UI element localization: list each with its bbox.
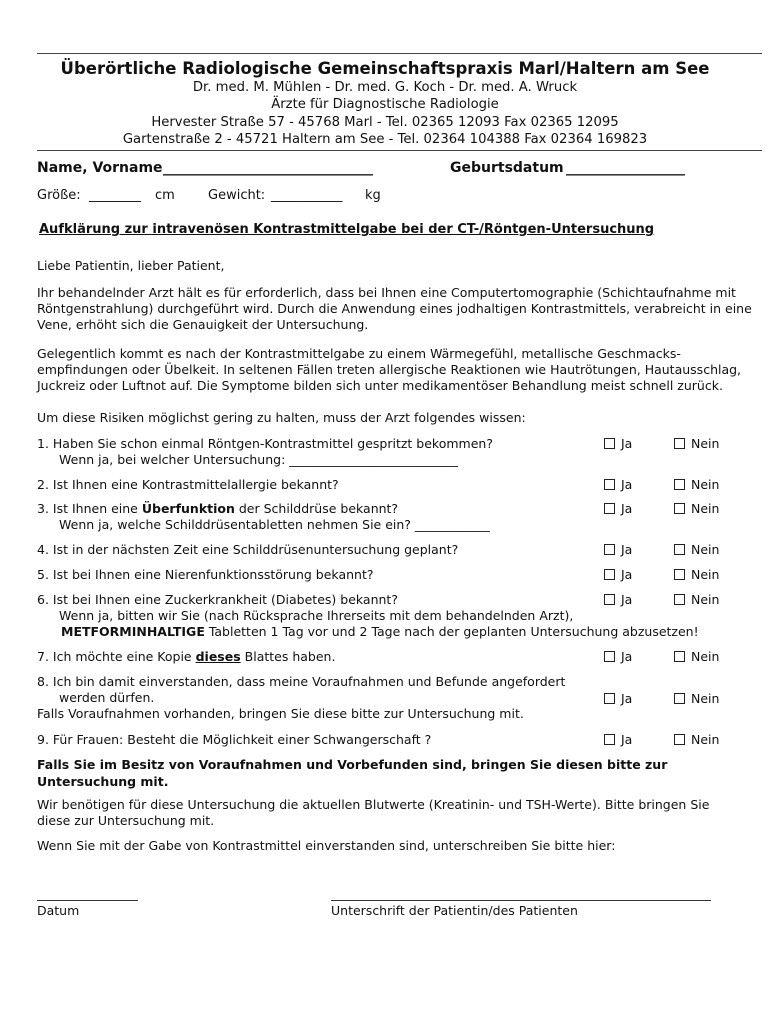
date-label: Datum xyxy=(37,903,80,918)
prior-images-note: Falls Sie im Besitz von Voraufnahmen und Vorbefunden sind, bringen Sie diesen bitte zur Untersuchung mit. xyxy=(37,757,668,789)
question-8-note: Falls Voraufnahmen vorhanden, bringen Sie diese bitte zur Untersuchung mit. xyxy=(37,706,524,721)
checkbox-icon xyxy=(674,479,685,490)
top-rule xyxy=(37,53,762,54)
birthdate-field[interactable]: _________________ xyxy=(566,160,685,176)
q7-no-checkbox[interactable]: Nein xyxy=(674,649,719,665)
checkbox-icon xyxy=(604,569,615,580)
weight-unit: kg xyxy=(365,188,381,203)
q1-yes-checkbox[interactable]: Ja xyxy=(604,436,632,452)
specialty-line: Ärzte für Diagnostische Radiologie xyxy=(271,97,499,112)
q9-yes-checkbox[interactable]: Ja xyxy=(604,732,632,748)
question-6-followup: Wenn ja, bitten wir Sie (nach Rücksprache Ihrerseits mit dem behandelnden Arzt), xyxy=(59,608,574,623)
question-8-cont: werden dürfen. xyxy=(59,690,155,705)
checkbox-icon xyxy=(674,438,685,449)
q3-yes-checkbox[interactable]: Ja xyxy=(604,501,632,517)
checkbox-icon xyxy=(674,544,685,555)
signature-line[interactable] xyxy=(331,900,711,901)
q2-no-checkbox[interactable]: Nein xyxy=(674,477,719,493)
checkbox-icon xyxy=(674,594,685,605)
paragraph-questions-intro: Um diese Risiken möglichst gering zu halten, muss der Arzt folgendes wissen: xyxy=(37,410,526,425)
paragraph-risks: Gelegentlich kommt es nach der Kontrastmittelgabe zu einem Wärmegefühl, metallische Geschmacks-empfindungen oder Übelkeit. In seltenen Fällen treten allergische Reaktionen wie Hautrötungen, Hautausschlag, Juckreiz oder Luftnot auf. Die Symptome bilden sich unter medikamentöser Behandlung meist schnell zurück. xyxy=(37,346,742,393)
doctors-line: Dr. med. M. Mühlen - Dr. med. G. Koch - Dr. med. A. Wruck xyxy=(192,80,578,95)
paragraph-intro: Ihr behandelnder Arzt hält es für erforderlich, dass bei Ihnen eine Computertomographie (Schichtaufnahme mit Röntgenstrahlung) durchgeführt wird. Durch die Anwendung eines jodhaltigen Kontrastmittels, verabreicht in eine Vene, erhöht sich die Genauigkeit der Untersuchung. xyxy=(37,285,752,332)
checkbox-icon xyxy=(604,544,615,555)
q5-yes-checkbox[interactable]: Ja xyxy=(604,567,632,583)
question-7: 7. Ich möchte eine Kopie dieses Blattes haben. xyxy=(37,649,336,664)
q4-yes-checkbox[interactable]: Ja xyxy=(604,542,632,558)
q9-no-checkbox[interactable]: Nein xyxy=(674,732,719,748)
blood-values-note: Wir benötigen für diese Untersuchung die aktuellen Blutwerte (Kreatinin- und TSH-Werte). Bitte bringen Sie diese zur Untersuchung mit. xyxy=(37,797,710,828)
checkbox-icon xyxy=(604,594,615,605)
question-1-followup: Wenn ja, bei welcher Untersuchung: ___________________________ xyxy=(59,452,459,467)
checkbox-icon xyxy=(604,693,615,704)
question-5: 5. Ist bei Ihnen eine Nierenfunktionsstörung bekannt? xyxy=(37,567,374,582)
address-marl: Hervester Straße 57 - 45768 Marl - Tel. 02365 12093 Fax 02365 12095 xyxy=(151,115,619,130)
document-title: Aufklärung zur intravenösen Kontrastmittelgabe bei der CT-/Röntgen-Untersuchung xyxy=(39,222,655,237)
consent-note: Wenn Sie mit der Gabe von Kontrastmittel einverstanden sind, unterschreiben Sie bitte hier: xyxy=(37,838,616,853)
question-3-followup: Wenn ja, welche Schilddrüsentabletten nehmen Sie ein? ____________ xyxy=(59,517,490,532)
date-line[interactable] xyxy=(37,900,138,901)
q7-yes-checkbox[interactable]: Ja xyxy=(604,649,632,665)
checkbox-icon xyxy=(674,503,685,514)
q6-no-checkbox[interactable]: Nein xyxy=(674,592,719,608)
question-6-metformin: METFORMINHALTIGE Tabletten 1 Tag vor und 2 Tage nach der geplanten Untersuchung abzusetzen! xyxy=(61,624,699,639)
address-haltern: Gartenstraße 2 - 45721 Haltern am See - Tel. 02364 104388 Fax 02364 169823 xyxy=(122,132,648,147)
q6-yes-checkbox[interactable]: Ja xyxy=(604,592,632,608)
question-2: 2. Ist Ihnen eine Kontrastmittelallergie bekannt? xyxy=(37,477,339,492)
checkbox-icon xyxy=(604,503,615,514)
height-field[interactable]: ________ xyxy=(89,188,141,203)
q3-no-checkbox[interactable]: Nein xyxy=(674,501,719,517)
question-4: 4. Ist in der nächsten Zeit eine Schilddrüsenuntersuchung geplant? xyxy=(37,542,459,557)
question-1: 1. Haben Sie schon einmal Röntgen-Kontrastmittel gespritzt bekommen? xyxy=(37,436,493,451)
checkbox-icon xyxy=(604,479,615,490)
header-rule xyxy=(37,150,762,151)
q1-no-checkbox[interactable]: Nein xyxy=(674,436,719,452)
question-8: 8. Ich bin damit einverstanden, dass meine Voraufnahmen und Befunde angefordert xyxy=(37,674,566,689)
q8-yes-checkbox[interactable]: Ja xyxy=(604,691,632,707)
weight-field[interactable]: ___________ xyxy=(271,188,343,203)
q8-no-checkbox[interactable]: Nein xyxy=(674,691,719,707)
checkbox-icon xyxy=(604,734,615,745)
checkbox-icon xyxy=(604,651,615,662)
q4-no-checkbox[interactable]: Nein xyxy=(674,542,719,558)
checkbox-icon xyxy=(674,693,685,704)
checkbox-icon xyxy=(604,438,615,449)
height-label: Größe: xyxy=(37,188,81,203)
weight-label: Gewicht: xyxy=(208,188,266,203)
greeting: Liebe Patientin, lieber Patient, xyxy=(37,258,225,273)
checkbox-icon xyxy=(674,734,685,745)
q2-yes-checkbox[interactable]: Ja xyxy=(604,477,632,493)
question-3: 3. Ist Ihnen eine Überfunktion der Schilddrüse bekannt? xyxy=(37,501,399,516)
checkbox-icon xyxy=(674,569,685,580)
checkbox-icon xyxy=(674,651,685,662)
q5-no-checkbox[interactable]: Nein xyxy=(674,567,719,583)
name-label: Name, Vorname xyxy=(37,160,163,176)
height-unit: cm xyxy=(155,188,175,203)
question-6: 6. Ist bei Ihnen eine Zuckerkrankheit (Diabetes) bekannt? xyxy=(37,592,398,607)
name-field[interactable]: ______________________________ xyxy=(163,160,373,176)
birthdate-label: Geburtsdatum xyxy=(450,160,564,176)
signature-label: Unterschrift der Patientin/des Patienten xyxy=(331,903,578,918)
practice-title: Überörtliche Radiologische Gemeinschaftspraxis Marl/Haltern am See xyxy=(60,59,710,78)
question-9: 9. Für Frauen: Besteht die Möglichkeit einer Schwangerschaft ? xyxy=(37,732,432,747)
